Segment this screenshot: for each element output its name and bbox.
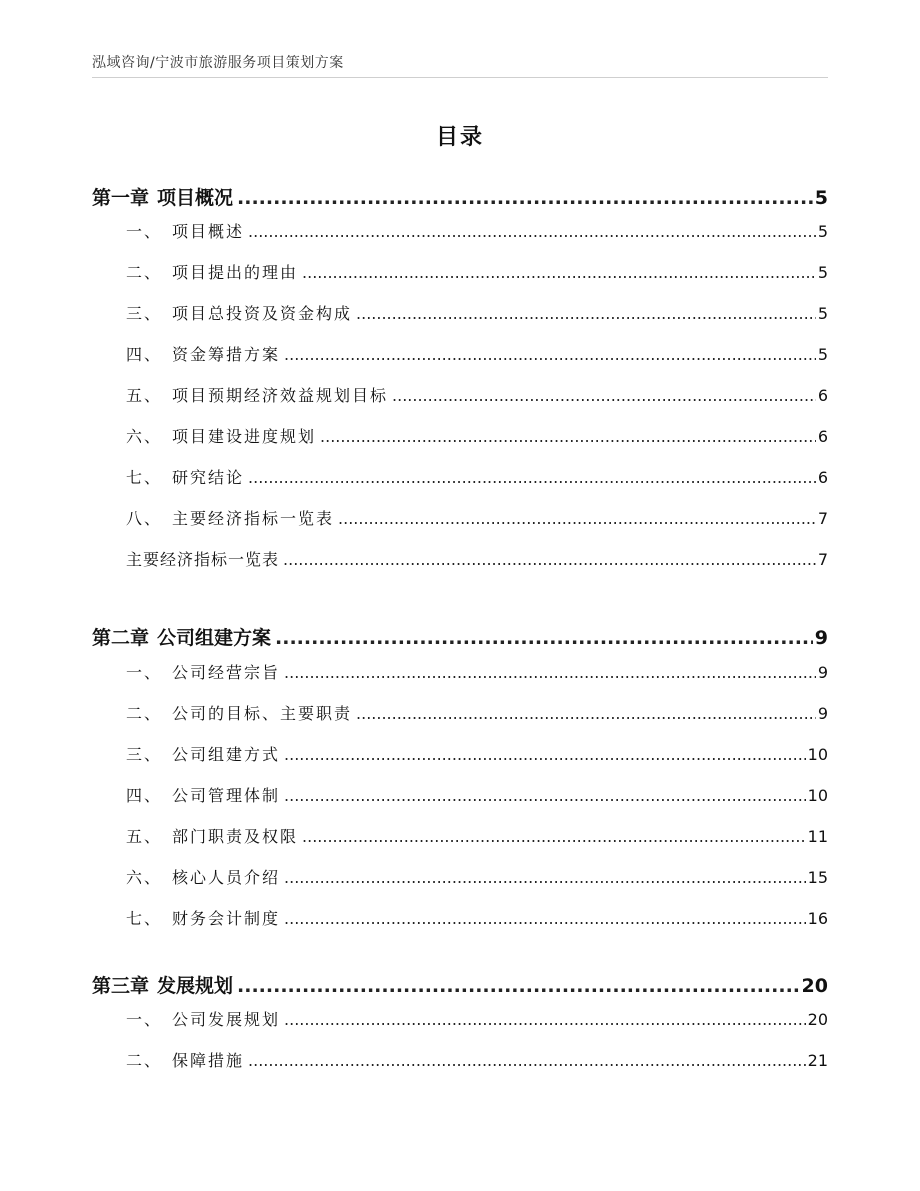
toc-entry-label: 公司的目标、主要职责 [172, 704, 353, 723]
toc-section-entry[interactable] [126, 547, 828, 571]
toc-page-number: 5 [817, 263, 828, 282]
toc-page-number: 15 [807, 868, 828, 887]
toc-entry-number: 五、 [126, 827, 163, 846]
toc-entry-number: 第三章 [92, 975, 150, 997]
toc-entry-label: 公司管理体制 [172, 786, 281, 805]
toc-dot-leader [237, 975, 800, 997]
toc-section-entry[interactable] [126, 383, 828, 407]
toc-entry-number: 五、 [126, 386, 163, 405]
toc-dot-leader [320, 427, 816, 446]
toc-entry-label: 资金筹措方案 [172, 345, 281, 364]
toc-page-number: 21 [807, 1051, 828, 1070]
toc-entry-number: 七、 [126, 909, 163, 928]
toc-entry-number: 二、 [126, 1051, 163, 1070]
toc-dot-leader [284, 345, 816, 364]
toc-section-entry[interactable] [126, 824, 828, 848]
toc-dot-leader [284, 909, 806, 928]
toc-entry-label: 保障措施 [172, 1051, 245, 1070]
toc-page-number: 6 [817, 468, 828, 487]
toc-entry-label: 发展规划 [157, 975, 234, 997]
toc-page-number: 5 [817, 345, 828, 364]
toc-entry-label: 主要经济指标一览表 [126, 550, 280, 569]
toc-section-entry[interactable] [126, 1048, 828, 1072]
toc-section-entry[interactable] [126, 865, 828, 889]
toc-section-entry[interactable] [126, 424, 828, 448]
toc-page-number: 6 [817, 427, 828, 446]
toc-entry-label: 公司组建方式 [172, 745, 281, 764]
toc-entry-number: 三、 [126, 304, 163, 323]
toc-entry-number: 八、 [126, 509, 163, 528]
toc-page-number: 10 [807, 745, 828, 764]
toc-page-number: 20 [801, 975, 828, 997]
toc-dot-leader [237, 187, 813, 209]
toc-section-entry[interactable] [126, 465, 828, 489]
toc-entry-label: 主要经济指标一览表 [172, 509, 335, 528]
toc-page-number: 9 [817, 663, 828, 682]
toc-page-number: 5 [814, 187, 828, 209]
toc-dot-leader [248, 468, 816, 487]
toc-page-number: 10 [807, 786, 828, 805]
toc-entry-number: 一、 [126, 1010, 163, 1029]
toc-dot-leader [284, 1010, 806, 1029]
toc-entry-number: 第二章 [92, 627, 150, 649]
toc-page-number: 7 [817, 509, 828, 528]
toc-section-entry[interactable] [126, 783, 828, 807]
toc-dot-leader [284, 745, 806, 764]
toc-entry-label: 研究结论 [172, 468, 245, 487]
toc-dot-leader [392, 386, 816, 405]
toc-entry-label: 公司组建方案 [157, 627, 272, 649]
toc-dot-leader [275, 627, 813, 649]
toc-section-entry[interactable] [126, 342, 828, 366]
toc-entry-label: 公司发展规划 [172, 1010, 281, 1029]
toc-page-number: 5 [817, 304, 828, 323]
toc-page-number: 9 [814, 627, 828, 649]
toc-dot-leader [284, 786, 806, 805]
toc-entry-label: 项目建设进度规划 [172, 427, 317, 446]
toc-entry-number: 二、 [126, 704, 163, 723]
toc-title: 目录 [435, 125, 484, 150]
toc-entry-number: 四、 [126, 786, 163, 805]
toc-entry-label: 部门职责及权限 [172, 827, 299, 846]
toc-entry-label: 核心人员介绍 [172, 868, 281, 887]
toc-entry-label: 财务会计制度 [172, 909, 281, 928]
toc-section-entry[interactable] [126, 742, 828, 766]
toc-entry-number: 第一章 [92, 187, 150, 209]
toc-section-entry[interactable] [126, 701, 828, 725]
toc-dot-leader [284, 663, 816, 682]
toc-entry-label: 项目概况 [157, 187, 234, 209]
toc-entry-label: 项目提出的理由 [172, 263, 299, 282]
toc-page-number: 20 [807, 1010, 828, 1029]
toc-page-number: 6 [817, 386, 828, 405]
toc-dot-leader [338, 509, 816, 528]
toc-entry-number: 二、 [126, 263, 163, 282]
toc-entry-label: 项目预期经济效益规划目标 [172, 386, 389, 405]
toc-section-entry[interactable] [126, 906, 828, 930]
toc-dot-leader [356, 304, 816, 323]
toc-entry-number: 六、 [126, 868, 163, 887]
toc-section-entry[interactable] [126, 1007, 828, 1031]
running-header: 泓域咨询/宁波市旅游服务项目策划方案 [92, 55, 344, 71]
toc-page-number: 16 [807, 909, 828, 928]
toc-dot-leader [284, 868, 806, 887]
toc-page-number: 9 [817, 704, 828, 723]
toc-page-number: 11 [807, 827, 828, 846]
toc-chapter-entry[interactable] [92, 623, 828, 651]
toc-page-number: 5 [817, 222, 828, 241]
toc-entry-number: 一、 [126, 222, 163, 241]
toc-section-entry[interactable] [126, 260, 828, 284]
toc-chapter-entry[interactable] [92, 183, 828, 211]
toc-entry-number: 一、 [126, 663, 163, 682]
toc-dot-leader [356, 704, 816, 723]
toc-entry-number: 六、 [126, 427, 163, 446]
toc-dot-leader [302, 263, 816, 282]
toc-entry-label: 项目概述 [172, 222, 245, 241]
toc-entry-label: 项目总投资及资金构成 [172, 304, 353, 323]
toc-dot-leader [302, 827, 806, 846]
toc-entry-number: 三、 [126, 745, 163, 764]
toc-section-entry[interactable] [126, 219, 828, 243]
toc-entry-number: 四、 [126, 345, 163, 364]
toc-entry-label: 公司经营宗旨 [172, 663, 281, 682]
toc-section-entry[interactable] [126, 301, 828, 325]
toc-entry-number: 七、 [126, 468, 163, 487]
toc-section-entry[interactable] [126, 660, 828, 684]
toc-section-entry[interactable] [126, 506, 828, 530]
toc-dot-leader [283, 550, 816, 569]
toc-dot-leader [248, 222, 816, 241]
toc-page-number: 7 [817, 550, 828, 569]
toc-dot-leader [248, 1051, 806, 1070]
toc-chapter-entry[interactable] [92, 971, 828, 999]
